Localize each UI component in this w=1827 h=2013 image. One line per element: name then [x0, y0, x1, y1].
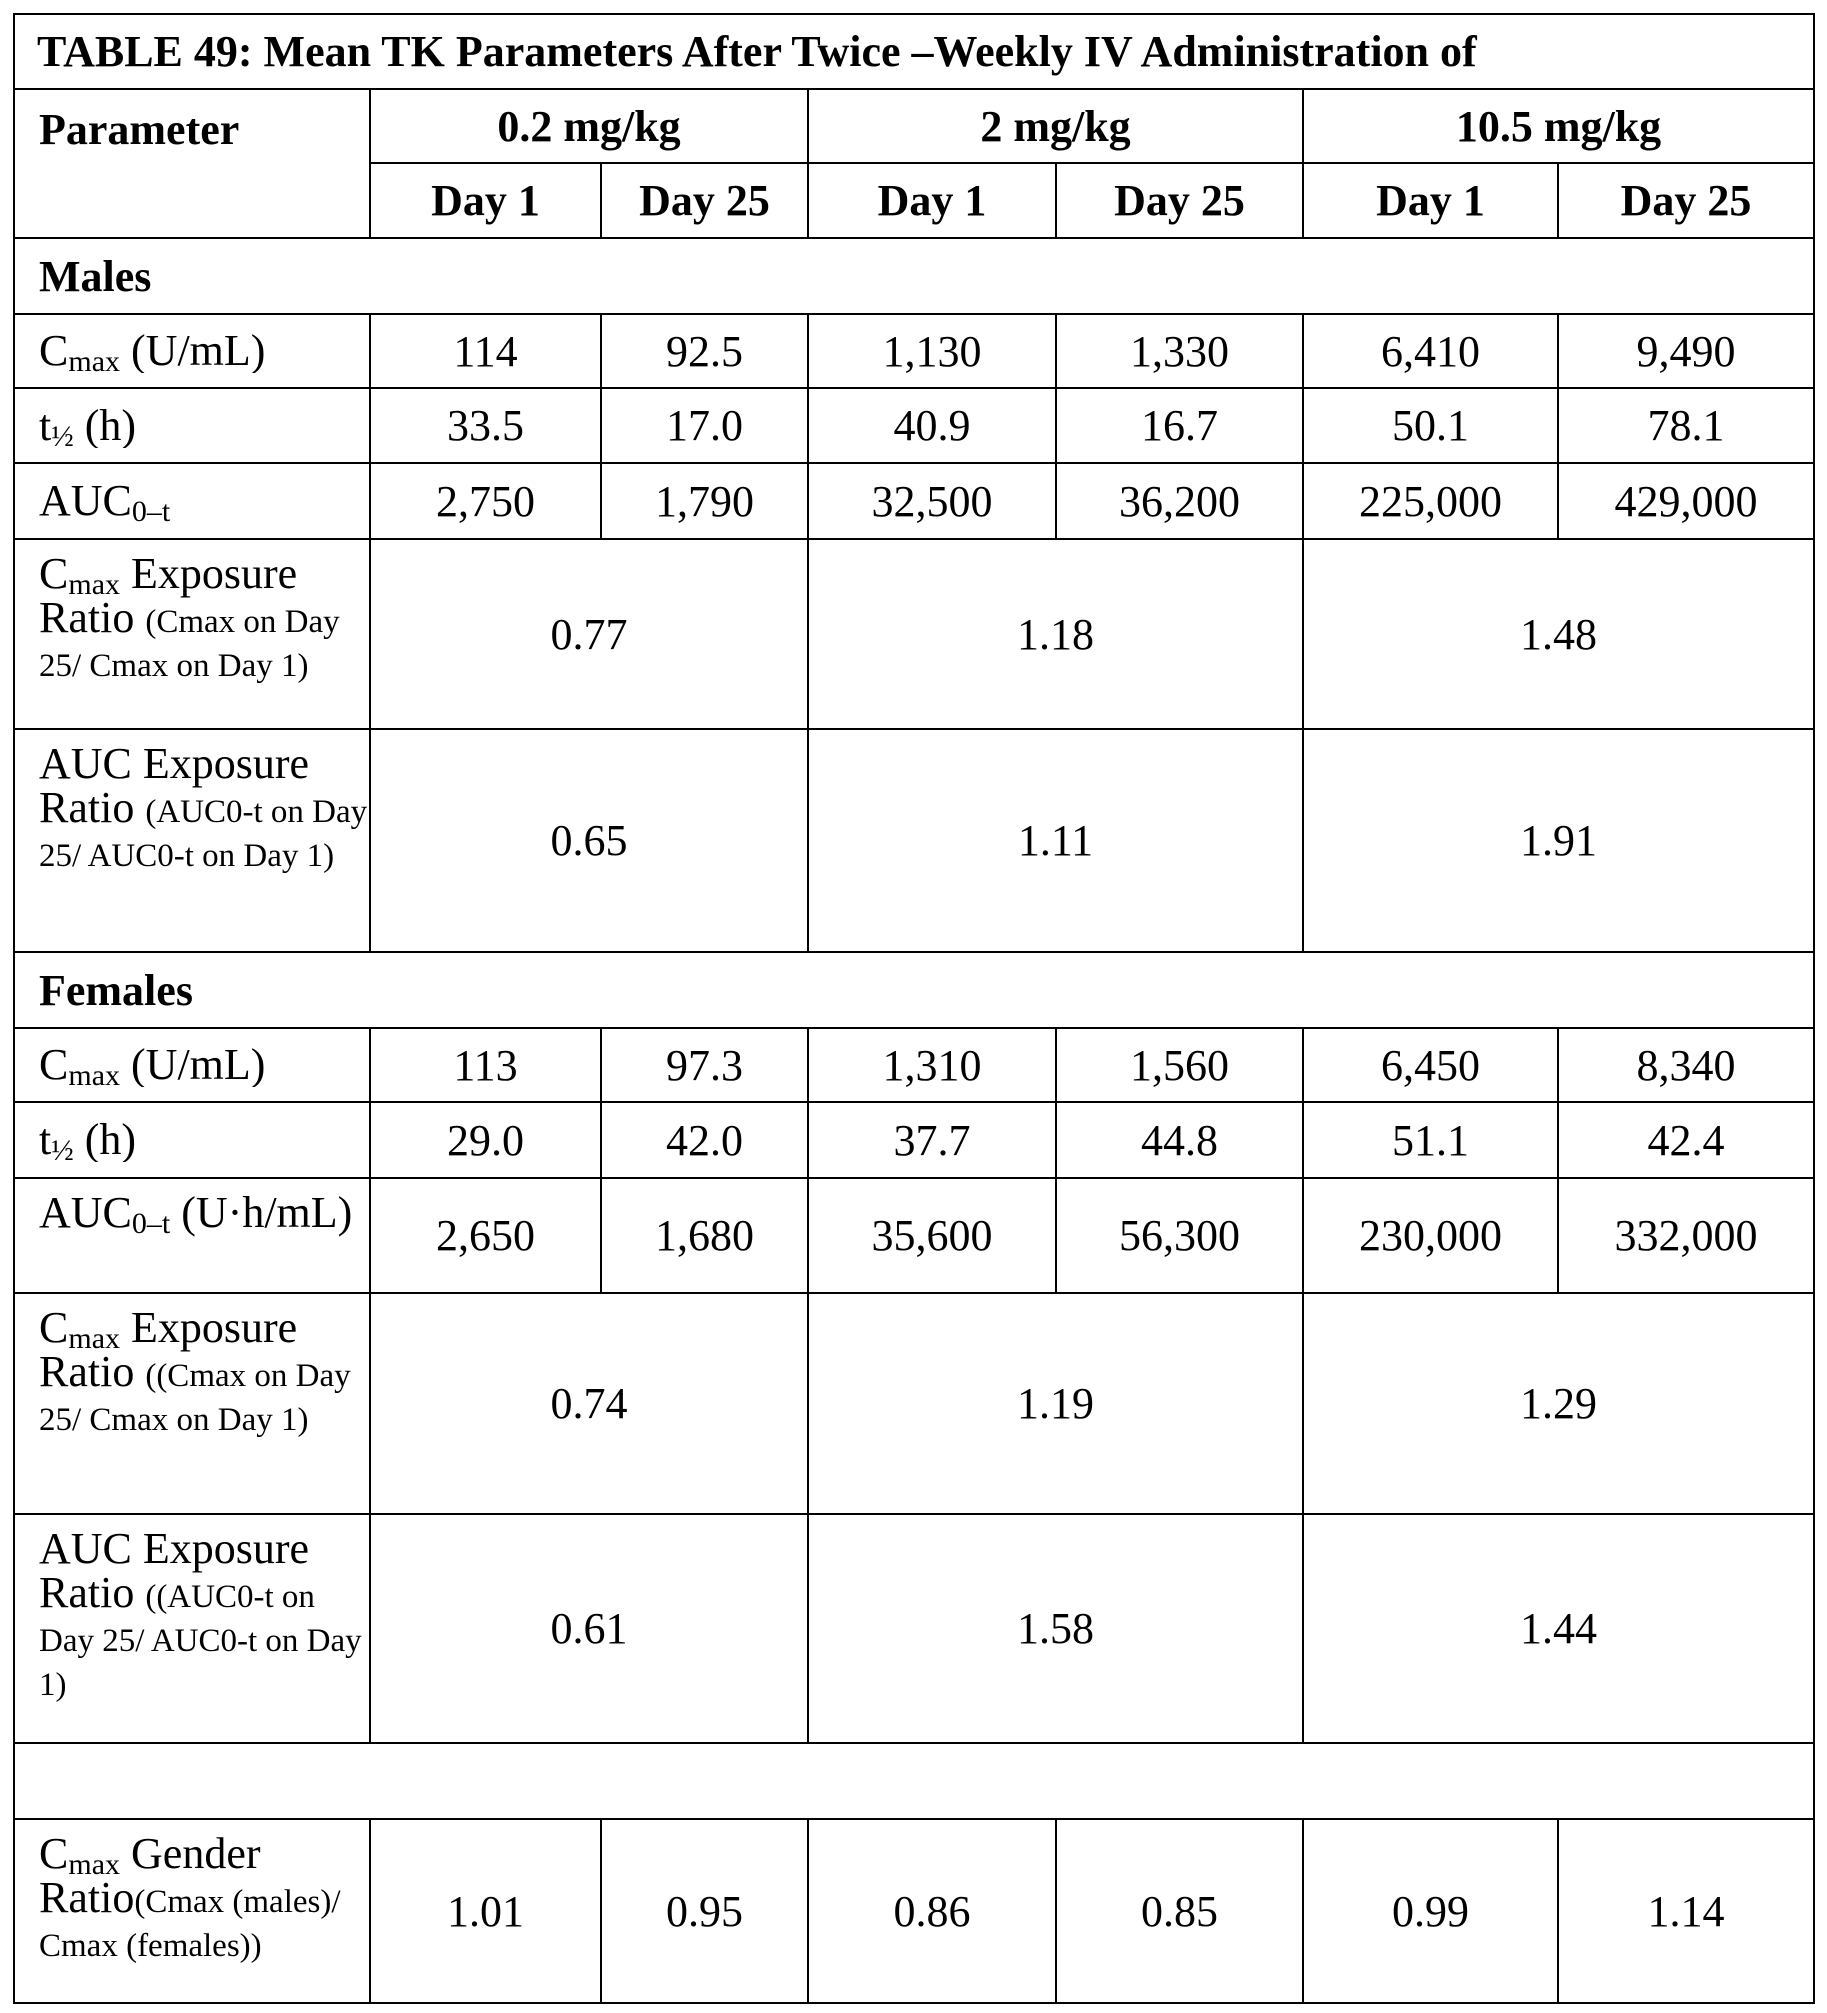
dose-header: 2 mg/kg: [808, 89, 1303, 163]
day-header: Day 1: [1303, 163, 1558, 238]
label-note: ((AUC0-t on Day 25/ AUC0-t on Day 1): [39, 1579, 362, 1703]
value-cell: 33.5: [370, 388, 601, 463]
value-cell: 92.5: [601, 314, 808, 388]
parameter-label: [14, 539, 370, 729]
label-note: (AUC0-t on Day 25/ AUC0-t on Day 1): [39, 794, 367, 874]
parameter-header: Parameter: [14, 89, 370, 238]
value-cell: 0.95: [601, 1819, 808, 2003]
value-cell: 1,560: [1056, 1028, 1303, 1102]
label-note: (Cmax (males)/ Cmax (females)): [39, 1884, 341, 1964]
parameter-label: [14, 1178, 370, 1293]
value-cell: 17.0: [601, 388, 808, 463]
table-row: [14, 314, 1814, 388]
label-text: C: [39, 1303, 68, 1352]
label-text: C: [39, 329, 68, 373]
label-note: (Cmax on Day 25/ Cmax on Day 1): [39, 604, 340, 684]
value-cell: 1.18: [808, 539, 1303, 729]
value-cell: 1,330: [1056, 314, 1303, 388]
label-text: (U·h/mL): [170, 1188, 352, 1237]
label-text: C: [39, 1829, 68, 1878]
table-row: [14, 1819, 1814, 2003]
table-row: [14, 729, 1814, 952]
label-subscript: 0–t: [132, 495, 170, 523]
parameter-label: [14, 1028, 370, 1102]
table-row: [14, 388, 1814, 463]
value-cell: 29.0: [370, 1102, 601, 1178]
section-row: [14, 952, 1814, 1028]
label-text: AUC: [39, 479, 132, 523]
section-row: [14, 238, 1814, 314]
parameter-label: [14, 729, 370, 952]
value-cell: 2,650: [370, 1178, 601, 1293]
value-cell: 0.65: [370, 729, 808, 952]
dose-header: 0.2 mg/kg: [370, 89, 808, 163]
value-cell: 16.7: [1056, 388, 1303, 463]
label-text: (h): [74, 404, 136, 448]
value-cell: 40.9: [808, 388, 1056, 463]
value-cell: 9,490: [1558, 314, 1814, 388]
table-row: [14, 1102, 1814, 1178]
value-cell: 42.4: [1558, 1102, 1814, 1178]
value-cell: 1,310: [808, 1028, 1056, 1102]
value-cell: 44.8: [1056, 1102, 1303, 1178]
parameter-label: [14, 388, 370, 463]
value-cell: 8,340: [1558, 1028, 1814, 1102]
parameter-label: [14, 314, 370, 388]
label-note: ((Cmax on Day 25/ Cmax on Day 1): [39, 1358, 351, 1438]
value-cell: 1.11: [808, 729, 1303, 952]
label-text: t: [39, 404, 51, 448]
label-text: C: [39, 1043, 68, 1087]
label-text: Exposure Ratio: [39, 549, 297, 642]
value-cell: 114: [370, 314, 601, 388]
title-row: [14, 14, 1814, 89]
empty-cell: [14, 1743, 1814, 1819]
label-text: AUC Exposure Ratio: [39, 739, 309, 832]
label-subscript: max: [68, 1848, 120, 1881]
value-cell: 429,000: [1558, 463, 1814, 539]
label-text: (U/mL): [120, 1043, 265, 1087]
parameter-label: [14, 1819, 370, 2003]
value-cell: 1,130: [808, 314, 1056, 388]
dose-header-row: [14, 89, 1814, 163]
value-cell: 0.77: [370, 539, 808, 729]
value-cell: 113: [370, 1028, 601, 1102]
day-header: Day 25: [1056, 163, 1303, 238]
table-row: [14, 1178, 1814, 1293]
value-cell: 42.0: [601, 1102, 808, 1178]
value-cell: 36,200: [1056, 463, 1303, 539]
value-cell: 1,680: [601, 1178, 808, 1293]
section-heading: Males: [14, 238, 1814, 314]
label-subscript: max: [68, 345, 120, 373]
value-cell: 6,450: [1303, 1028, 1558, 1102]
value-cell: 1.58: [808, 1514, 1303, 1743]
value-cell: 1.91: [1303, 729, 1814, 952]
label-text: Exposure Ratio: [39, 1303, 297, 1396]
value-cell: 1,790: [601, 463, 808, 539]
day-header: Day 1: [808, 163, 1056, 238]
day-header: Day 1: [370, 163, 601, 238]
value-cell: 0.86: [808, 1819, 1056, 2003]
value-cell: 50.1: [1303, 388, 1558, 463]
value-cell: 332,000: [1558, 1178, 1814, 1293]
value-cell: 1.01: [370, 1819, 601, 2003]
table-row: [14, 1514, 1814, 1743]
label-text: Gender Ratio: [39, 1829, 261, 1922]
table-row: [14, 1028, 1814, 1102]
label-subscript: max: [68, 568, 120, 601]
value-cell: 230,000: [1303, 1178, 1558, 1293]
spacer-row: [14, 1743, 1814, 1819]
label-text: (h): [74, 1118, 136, 1162]
value-cell: 32,500: [808, 463, 1056, 539]
label-subscript: ½: [51, 420, 74, 448]
value-cell: 6,410: [1303, 314, 1558, 388]
label-subscript: max: [68, 1322, 120, 1355]
parameter-label: [14, 463, 370, 539]
value-cell: 0.85: [1056, 1819, 1303, 2003]
table-row: [14, 463, 1814, 539]
parameter-label: [14, 1514, 370, 1743]
value-cell: 1.19: [808, 1293, 1303, 1514]
value-cell: 1.44: [1303, 1514, 1814, 1743]
parameter-label: [14, 1102, 370, 1178]
label-text: AUC Exposure Ratio: [39, 1524, 309, 1617]
section-heading: Females: [14, 952, 1814, 1028]
value-cell: 56,300: [1056, 1178, 1303, 1293]
day-header: Day 25: [601, 163, 808, 238]
value-cell: 78.1: [1558, 388, 1814, 463]
value-cell: 0.99: [1303, 1819, 1558, 2003]
day-header: Day 25: [1558, 163, 1814, 238]
value-cell: 0.61: [370, 1514, 808, 1743]
value-cell: 51.1: [1303, 1102, 1558, 1178]
value-cell: 0.74: [370, 1293, 808, 1514]
dose-header: 10.5 mg/kg: [1303, 89, 1814, 163]
label-text: t: [39, 1118, 51, 1162]
value-cell: 225,000: [1303, 463, 1558, 539]
value-cell: 35,600: [808, 1178, 1056, 1293]
value-cell: 1.14: [1558, 1819, 1814, 2003]
value-cell: 97.3: [601, 1028, 808, 1102]
tk-parameters-table: [13, 13, 1815, 2004]
parameter-label: [14, 1293, 370, 1514]
value-cell: 1.48: [1303, 539, 1814, 729]
label-text: C: [39, 549, 68, 598]
value-cell: 1.29: [1303, 1293, 1814, 1514]
table-title: TABLE 49: Mean TK Parameters After Twice –Weekly IV Administration of: [14, 14, 1814, 89]
label-text: AUC: [39, 1188, 132, 1237]
label-text: (U/mL): [120, 329, 265, 373]
label-subscript: ½: [51, 1134, 74, 1162]
table-row: [14, 1293, 1814, 1514]
label-subscript: max: [68, 1059, 120, 1087]
value-cell: 37.7: [808, 1102, 1056, 1178]
label-subscript: 0–t: [132, 1207, 170, 1240]
value-cell: 2,750: [370, 463, 601, 539]
table-row: [14, 539, 1814, 729]
